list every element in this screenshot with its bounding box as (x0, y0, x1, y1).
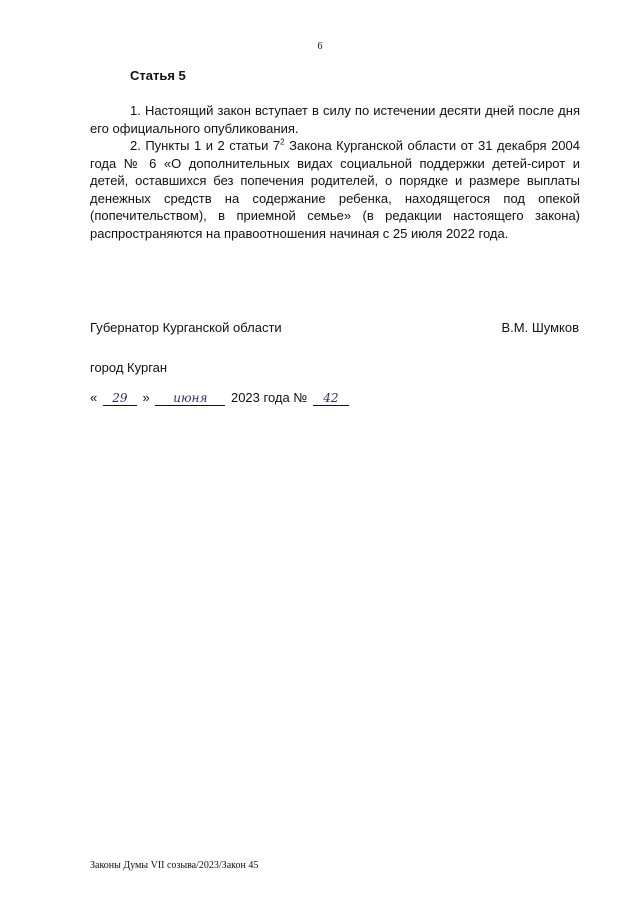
paragraph-2-superscript: 2 (280, 137, 285, 147)
page-number: 6 (317, 41, 323, 52)
paragraph-1: 1. Настоящий закон вступает в силу по истечении десяти дней после дня его официального опубликования. (90, 103, 580, 136)
article-body (90, 102, 580, 242)
date-line (90, 390, 351, 406)
paragraph-2-start: 2. Пункты 1 и 2 статьи 7 (130, 138, 281, 153)
article-title: Статья 5 (130, 68, 186, 83)
signatory-name: В.М. Шумков (501, 320, 579, 335)
footer: Законы Думы VII созыва/2023/Закон 45 (90, 860, 259, 871)
city: город Курган (90, 360, 168, 375)
date-open-quote: « (90, 390, 98, 405)
date-year-text: 2023 года № (230, 390, 308, 405)
date-day: 29 (103, 391, 137, 406)
signatory-title: Губернатор Курганской области (90, 320, 282, 335)
law-number: 42 (313, 391, 349, 406)
date-close-quote: » (142, 390, 150, 405)
paragraph-2 (90, 137, 580, 242)
paragraph-2-end: Закона Курганской области от 31 декабря 2004 года № 6 «О дополнительных видах социальной поддержки детей-сирот и детей, оставшихся без попечения родителей, о порядке и размере выплаты денежных средств на содержание ребенка, находящегося под опекой (попечительством), в приемной семье» (в редакции настоящего закона) распространяются на правоотношения начиная с 25 июля 2022 года. (90, 138, 580, 241)
date-month: июня (155, 391, 225, 406)
